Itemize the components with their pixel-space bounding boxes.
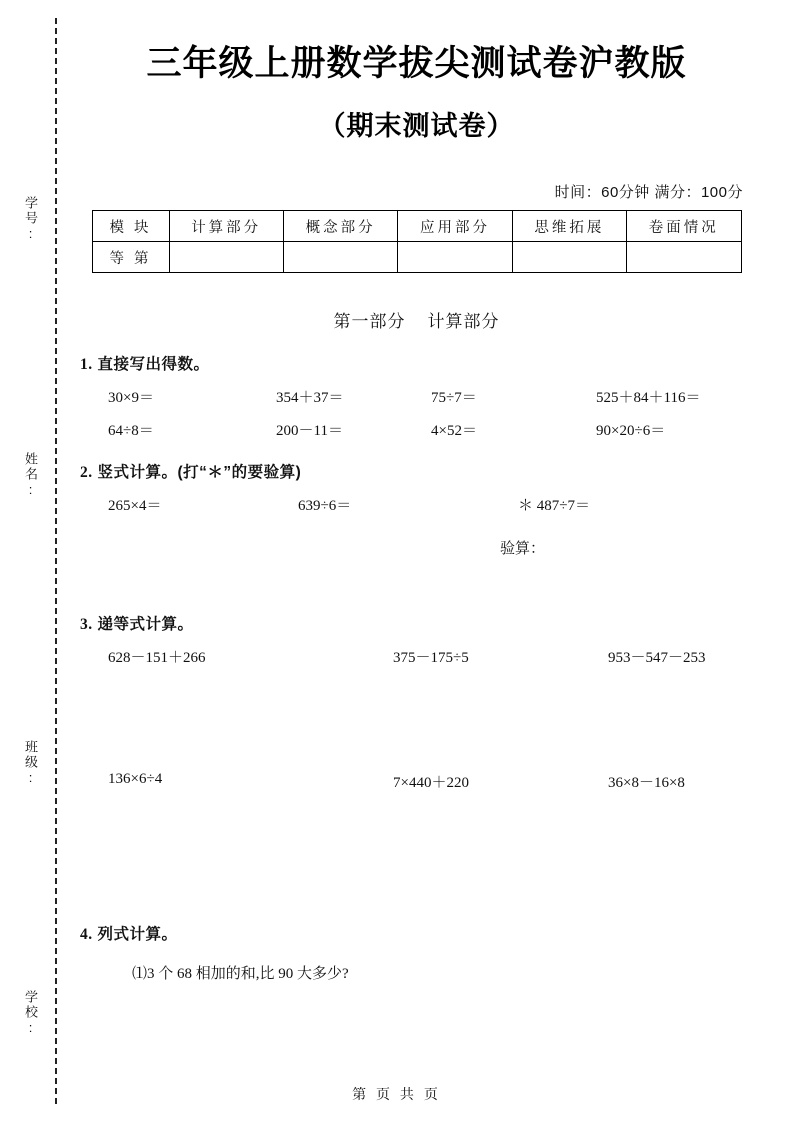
page-subtitle: （期末测试卷）	[318, 111, 515, 141]
question-2-text: 竖式计算。(打“＊”的要验算)	[97, 464, 302, 481]
expression: 525＋84＋116＝	[596, 390, 701, 406]
question-3-row-2	[80, 771, 753, 792]
question-1-heading	[80, 352, 753, 374]
exam-meta: 时间：60分钟 满分：100分	[554, 184, 743, 201]
expression: 75÷7＝	[431, 390, 477, 406]
expression: 354＋37＝	[276, 390, 344, 406]
expression: 36×8－16×8	[608, 775, 685, 791]
table-cell-blank[interactable]	[283, 242, 397, 273]
question-4-sub-1: ⑴3 个 68 相加的和,比 90 大多少?	[132, 966, 349, 982]
question-3-heading	[80, 612, 753, 634]
expression: 953－547－253	[608, 650, 706, 666]
table-cell-blank[interactable]	[398, 242, 512, 273]
page-footer: 第 页 共 页	[352, 1086, 441, 1102]
margin-label-xuexiao: 学校:	[23, 990, 38, 1037]
question-3-number: 3.	[80, 616, 93, 633]
expression: 64÷8＝	[108, 423, 154, 439]
part-name: 计算部分	[427, 312, 500, 331]
question-1-row-1	[80, 386, 753, 407]
margin-label-xuehao: 学号:	[23, 196, 38, 243]
question-2-row-1	[80, 494, 753, 515]
table-cell: 模 块	[92, 211, 169, 242]
table-cell: 应用部分	[398, 211, 512, 242]
expression: 90×20÷6＝	[596, 423, 666, 439]
document-content	[80, 0, 753, 983]
table-row	[92, 211, 741, 242]
question-3-text: 递等式计算。	[97, 616, 194, 633]
expression: 136×6÷4	[108, 771, 163, 787]
question-1-row-2	[80, 419, 753, 440]
question-4-text: 列式计算。	[97, 926, 178, 943]
expression: 4×52＝	[431, 423, 477, 439]
expression: 628－151＋266	[108, 650, 206, 666]
question-4-heading	[80, 922, 753, 944]
question-4-number: 4.	[80, 926, 93, 943]
table-cell: 等 第	[92, 242, 169, 273]
question-1-number: 1.	[80, 356, 93, 373]
margin-label-banji: 班级:	[23, 740, 38, 787]
question-1-text: 直接写出得数。	[97, 356, 210, 373]
part-label: 第一部分	[333, 312, 406, 331]
margin-label-xingming: 姓名:	[23, 452, 38, 499]
question-2-heading	[80, 460, 753, 482]
expression: ＊ 487÷7＝	[518, 498, 590, 514]
table-cell-blank[interactable]	[627, 242, 741, 273]
page-title: 三年级上册数学拔尖测试卷沪教版	[146, 44, 687, 83]
expression: 30×9＝	[108, 390, 154, 406]
question-2-number: 2.	[80, 464, 93, 481]
table-cell: 概念部分	[283, 211, 397, 242]
table-cell: 思维拓展	[512, 211, 626, 242]
expression: 200－11＝	[276, 423, 343, 439]
score-table	[92, 210, 742, 273]
dashed-fold-line	[55, 18, 57, 1104]
part-heading	[80, 307, 753, 332]
left-margin	[0, 0, 64, 1122]
verify-label: 验算：	[500, 541, 546, 557]
table-cell: 计算部分	[169, 211, 283, 242]
expression: 7×440＋220	[393, 775, 469, 791]
table-cell: 卷面情况	[627, 211, 741, 242]
table-cell-blank[interactable]	[512, 242, 626, 273]
expression: 375－175÷5	[393, 650, 469, 666]
table-cell-blank[interactable]	[169, 242, 283, 273]
table-row	[92, 242, 741, 273]
question-3-row-1	[80, 646, 753, 667]
expression: 639÷6＝	[298, 498, 352, 514]
expression: 265×4＝	[108, 498, 162, 514]
